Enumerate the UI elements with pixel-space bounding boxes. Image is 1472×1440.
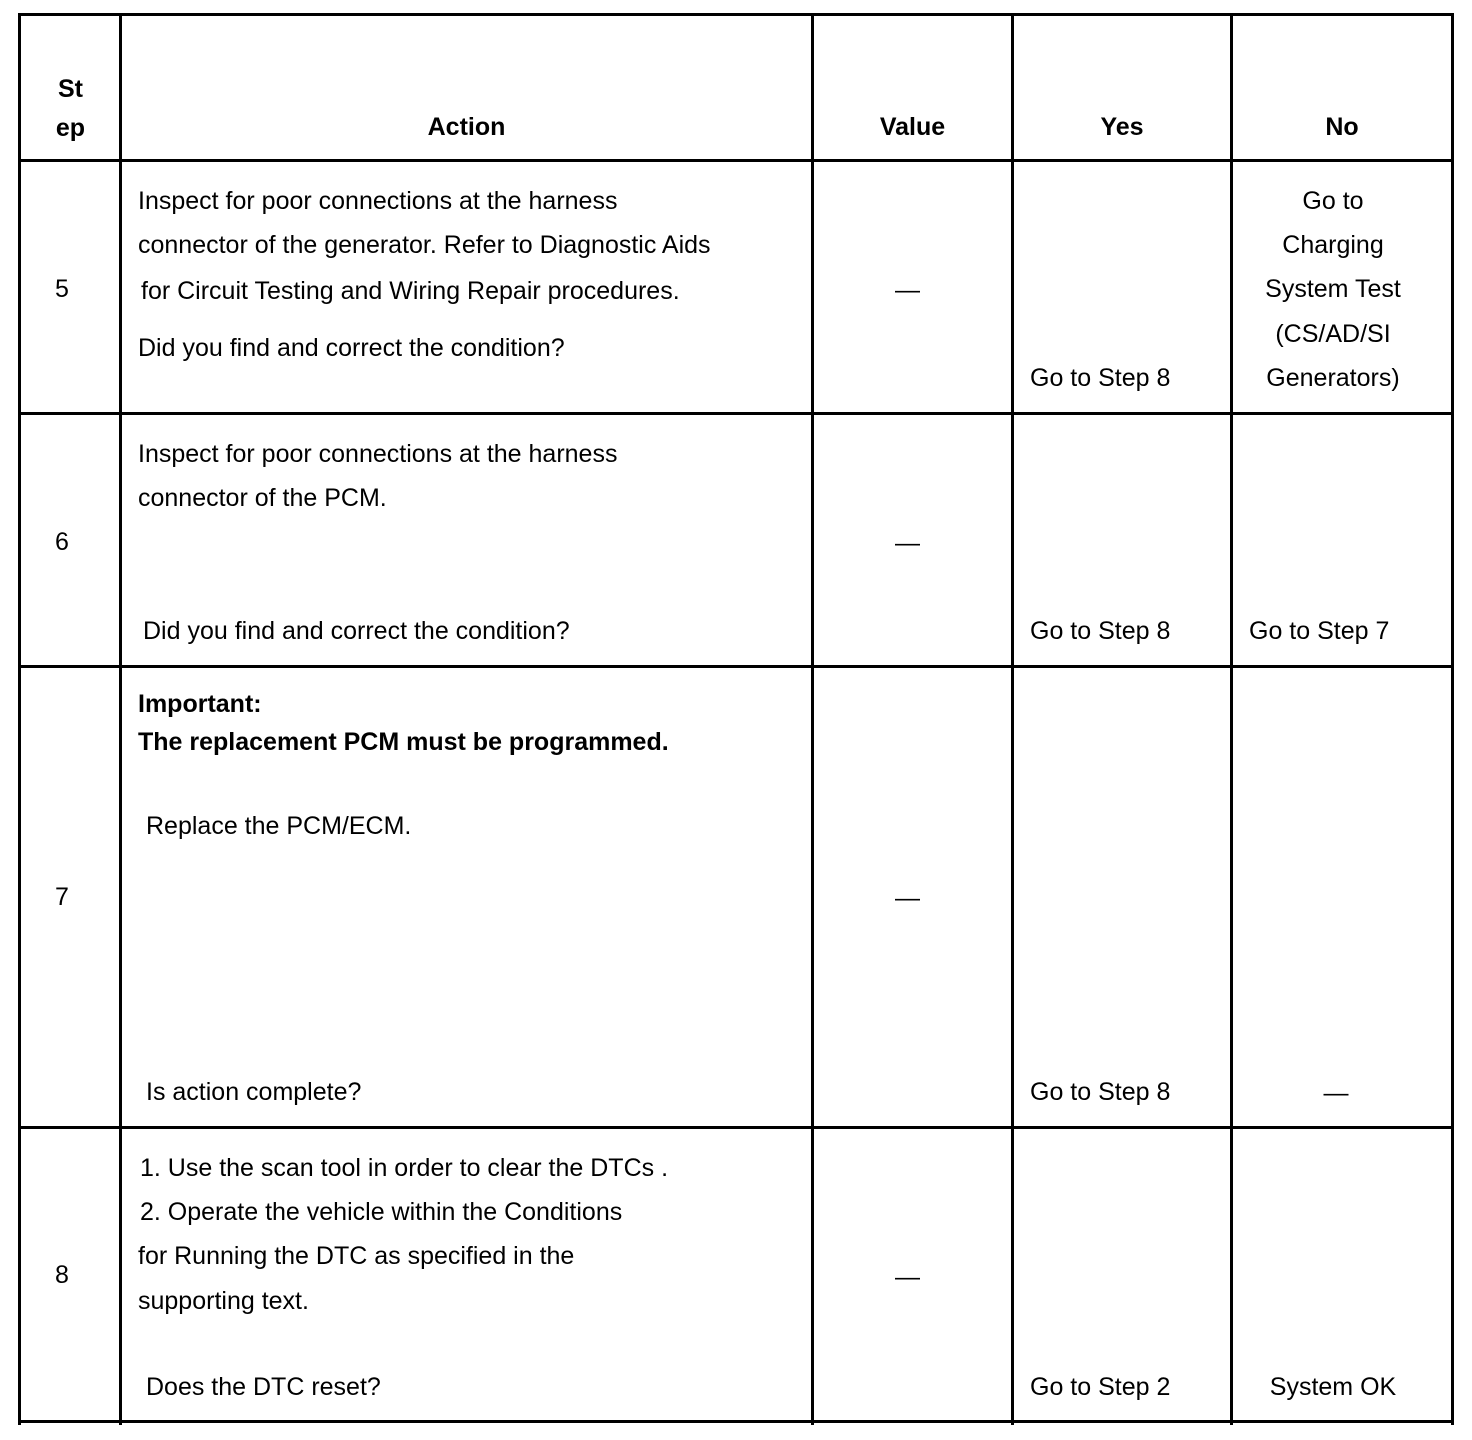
header-row-divider [18,159,1454,162]
column-divider [1230,13,1233,1425]
row-divider [18,1126,1454,1129]
no-cell-line: (CS/AD/SI [1275,320,1391,348]
action-text: 1. Use the scan tool in order to clear the DTCs . [140,1154,669,1182]
no-cell-line: Go to [1302,187,1364,215]
action-text: Inspect for poor connections at the harness [138,440,618,468]
no-cell-line: System Test [1265,275,1401,303]
header-action: Action [427,113,506,141]
action-text: 2. Operate the vehicle within the Conditions [140,1198,623,1226]
action-text: for Circuit Testing and Wiring Repair procedures. [141,277,680,305]
value-cell: — [895,529,920,557]
action-question: Did you find and correct the condition? [143,617,570,645]
column-divider [811,13,814,1425]
yes-cell: Go to Step 2 [1030,1373,1171,1401]
table-border-top [18,13,1454,16]
table-border-right [1451,13,1454,1425]
table-border-left [18,13,21,1425]
header-yes: Yes [1100,113,1144,141]
action-text: Inspect for poor connections at the harness [138,187,618,215]
no-cell-line: System OK [1269,1373,1397,1401]
no-cell-line: Go to Step 7 [1249,617,1390,645]
yes-cell: Go to Step 8 [1030,364,1171,392]
step-number: 8 [55,1261,69,1289]
step-number: 7 [55,883,69,911]
yes-cell: Go to Step 8 [1030,617,1171,645]
no-cell-line: Generators) [1266,364,1400,392]
step-number: 6 [55,528,69,556]
value-cell: — [895,276,920,304]
step-number: 5 [55,275,69,303]
action-question: Does the DTC reset? [146,1373,381,1401]
header-step-line1: St [58,75,83,103]
action-text: connector of the generator. Refer to Diagnostic Aids [138,231,711,259]
value-cell: — [895,1263,920,1291]
action-text: for Running the DTC as specified in the [138,1242,575,1270]
value-cell: — [895,884,920,912]
no-cell-line: Charging [1282,231,1384,259]
row-divider [18,412,1454,415]
table-border-bottom [18,1420,1454,1423]
header-step-line2: ep [55,114,86,142]
action-text: supporting text. [138,1287,309,1315]
no-cell-line: — [1323,1079,1349,1107]
action-text: connector of the PCM. [138,484,387,512]
column-divider [119,13,122,1425]
column-divider [1011,13,1014,1425]
header-value: Value [879,113,946,141]
action-text: Replace the PCM/ECM. [146,812,412,840]
yes-cell: Go to Step 8 [1030,1078,1171,1106]
action-question: Did you find and correct the condition? [138,334,565,362]
action-question: Is action complete? [146,1078,362,1106]
important-note: The replacement PCM must be programmed. [138,728,669,756]
important-label: Important: [138,690,262,718]
header-no: No [1325,113,1359,141]
row-divider [18,665,1454,668]
